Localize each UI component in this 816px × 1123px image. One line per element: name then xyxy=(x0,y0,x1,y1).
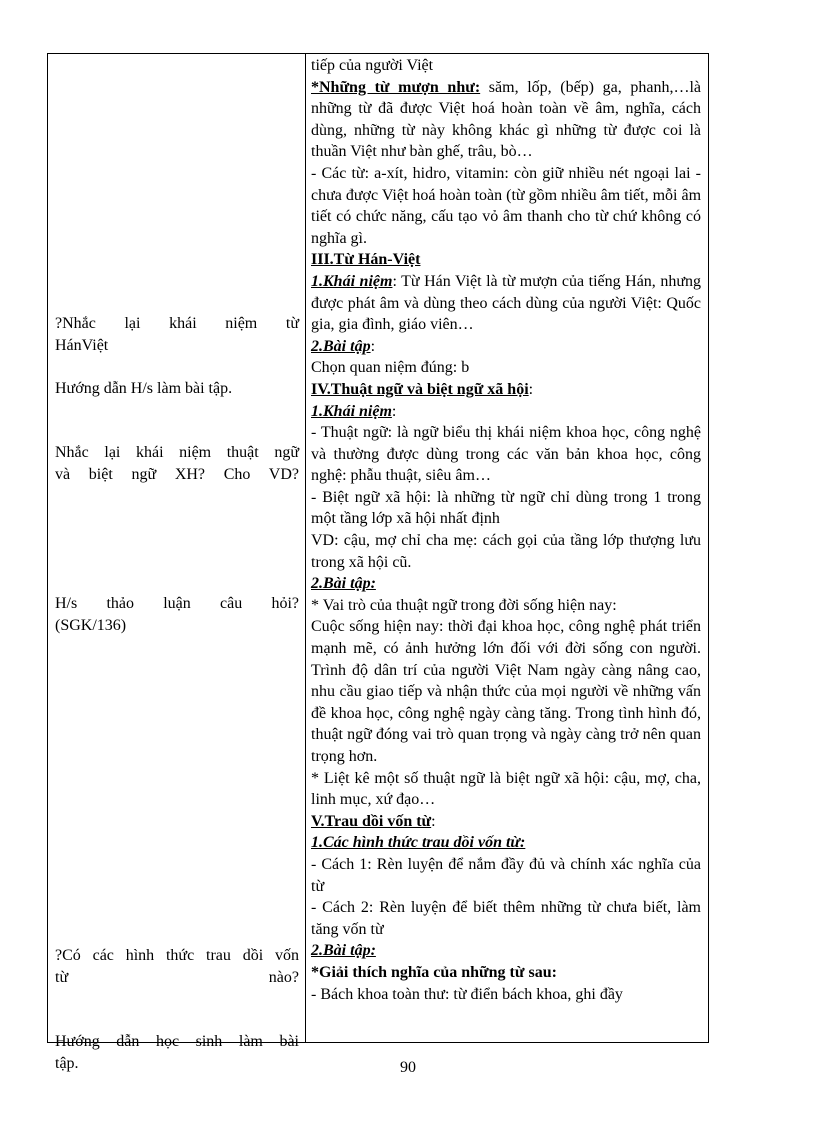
content-paragraph: Chọn quan niệm đúng: b xyxy=(311,359,470,377)
subsection-label: 1.Khái niệm xyxy=(311,272,393,290)
subsection-heading: 1.Các hình thức trau dồi vốn từ: xyxy=(311,834,526,852)
content-paragraph: VD: cậu, mợ chỉ cha mẹ: cách gọi của tầng lớp thượng lưu trong xã hội cũ. xyxy=(311,532,701,571)
instruction-exercise-2: Hướng dẫn học sinh làm bài tập. xyxy=(55,1033,299,1072)
content-column xyxy=(311,55,701,1005)
section-heading: IV.Thuật ngữ và biệt ngữ xã hội: xyxy=(311,380,534,398)
question-han-viet: ?Nhắc lại khái niệm từ HánViệt xyxy=(55,315,299,354)
content-paragraph: - Thuật ngữ: là ngữ biểu thị khái niệm khoa học, công nghệ và thường được dùng trong các văn bản khoa học, công nghệ: phẫu thuật, siêu âm… xyxy=(311,424,701,485)
content-paragraph: - Biệt ngữ xã hội: là những từ ngữ chỉ dùng trong 1 trong một tầng lớp xã hội nhất định xyxy=(311,488,701,528)
subsection-heading: 2.Bài tập: xyxy=(311,942,376,960)
content-paragraph: - Cách 1: Rèn luyện để nắm đầy đủ và chính xác nghĩa của từ xyxy=(311,855,701,895)
question-vocabulary: ?Có các hình thức trau dồi vốn từ nào? xyxy=(55,947,299,986)
content-paragraph: tiếp của người Việt xyxy=(311,57,434,74)
content-paragraph: * Vai trò của thuật ngữ trong đời sống hiện nay: xyxy=(311,596,617,614)
content-paragraph: - Cách 2: Rèn luyện để biết thêm những từ chưa biết, làm tăng vốn từ xyxy=(311,899,701,938)
subsection-heading: 2.Bài tập: xyxy=(311,337,376,355)
question-terminology: Nhắc lại khái niệm thuật ngữ và biệt ngữ XH? Cho VD? xyxy=(55,444,299,483)
instruction-exercise-1: Hướng dẫn H/s làm bài tập. xyxy=(55,380,233,397)
section-heading: III.Từ Hán-Việt xyxy=(311,251,421,269)
discussion-question: H/s thảo luận câu hỏi? (SGK/136) xyxy=(55,595,299,634)
subsection-heading: 2.Bài tập: xyxy=(311,575,376,593)
section-heading: V.Trau dồi vốn từ: xyxy=(311,812,436,830)
page-number: 90 xyxy=(400,1059,416,1076)
content-paragraph: Cuộc sống hiện nay: thời đại khoa học, công nghệ phát triển mạnh mẽ, có ảnh hưởng lớn đối với đời sống con người. Trình độ dân trí của người Việt Nam ngày càng nâng cao, nhu cầu giao tiếp và nhận thức của mọi người về những vấn đề khoa học, công nghệ ngày càng tăng. Trong tình hình đó, thuật ngữ đóng vai trò quan trọng và ngày càng trở nên quan trọng hơn. xyxy=(311,618,701,765)
content-paragraph: - Bách khoa toàn thư: từ điển bách khoa, ghi đầy xyxy=(311,985,623,1003)
content-paragraph: 1.Khái niệm: Từ Hán Việt là từ mượn của tiếng Hán, nhưng được phát âm và dùng theo cách dùng của người Việt: Quốc gia, gia đình, giáo viên… xyxy=(311,272,701,334)
content-paragraph: * Liệt kê một số thuật ngữ là biệt ngữ xã hội: cậu, mợ, cha, linh mục, xứ đạo… xyxy=(311,769,701,809)
teacher-activities-column xyxy=(47,53,305,1072)
content-paragraph: *Giải thích nghĩa của những từ sau: xyxy=(311,963,557,981)
content-paragraph: *Những từ mượn như: săm, lốp, (bếp) ga, phanh,…là những từ đã được Việt hoá hoàn toàn về âm, nghĩa, cách dùng, những từ này không khác gì những từ được coi là thuần Việt như bàn ghế, trâu, bò… xyxy=(311,78,702,161)
subsection-heading: 1.Khái niệm: xyxy=(311,402,397,420)
content-paragraph: - Các từ: a-xít, hidro, vitamin: còn giữ nhiều nét ngoại lai - chưa được Việt hoá hoàn toàn (từ gồm nhiều âm tiết, mỗi âm tiết có chức năng, cấu tạo vỏ âm thanh cho từ chứ không có nghĩa gì. xyxy=(311,164,702,247)
term-label: *Những từ mượn như: xyxy=(311,78,481,96)
column-divider xyxy=(305,53,306,1043)
